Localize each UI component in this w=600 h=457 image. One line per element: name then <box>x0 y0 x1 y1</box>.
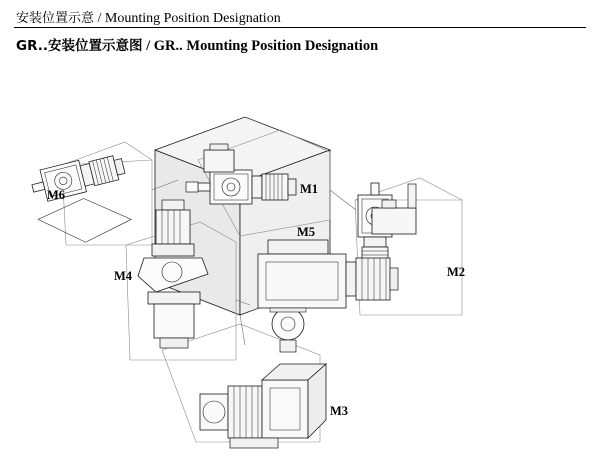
header-title-chinese: 安装位置示意 <box>16 11 95 26</box>
subtitle-chinese: GR..安装位置示意图 <box>16 38 143 54</box>
label-m3: M3 <box>330 404 349 418</box>
header-title-separator: / <box>94 11 105 26</box>
label-m1: M1 <box>300 182 319 196</box>
label-m4: M4 <box>114 269 133 283</box>
header-title-english: Mounting Position Designation <box>104 11 281 26</box>
page-header-title <box>16 7 281 27</box>
page-subtitle <box>16 34 378 55</box>
subtitle-separator: / <box>142 38 154 54</box>
label-m5: M5 <box>297 225 316 239</box>
subtitle-english: GR.. Mounting Position Designation <box>153 38 379 54</box>
gear-unit-m3 <box>200 364 326 448</box>
label-m2: M2 <box>447 265 466 279</box>
label-m6: M6 <box>47 188 66 202</box>
diagram-svg <box>0 60 600 457</box>
mounting-position-diagram <box>0 60 600 457</box>
